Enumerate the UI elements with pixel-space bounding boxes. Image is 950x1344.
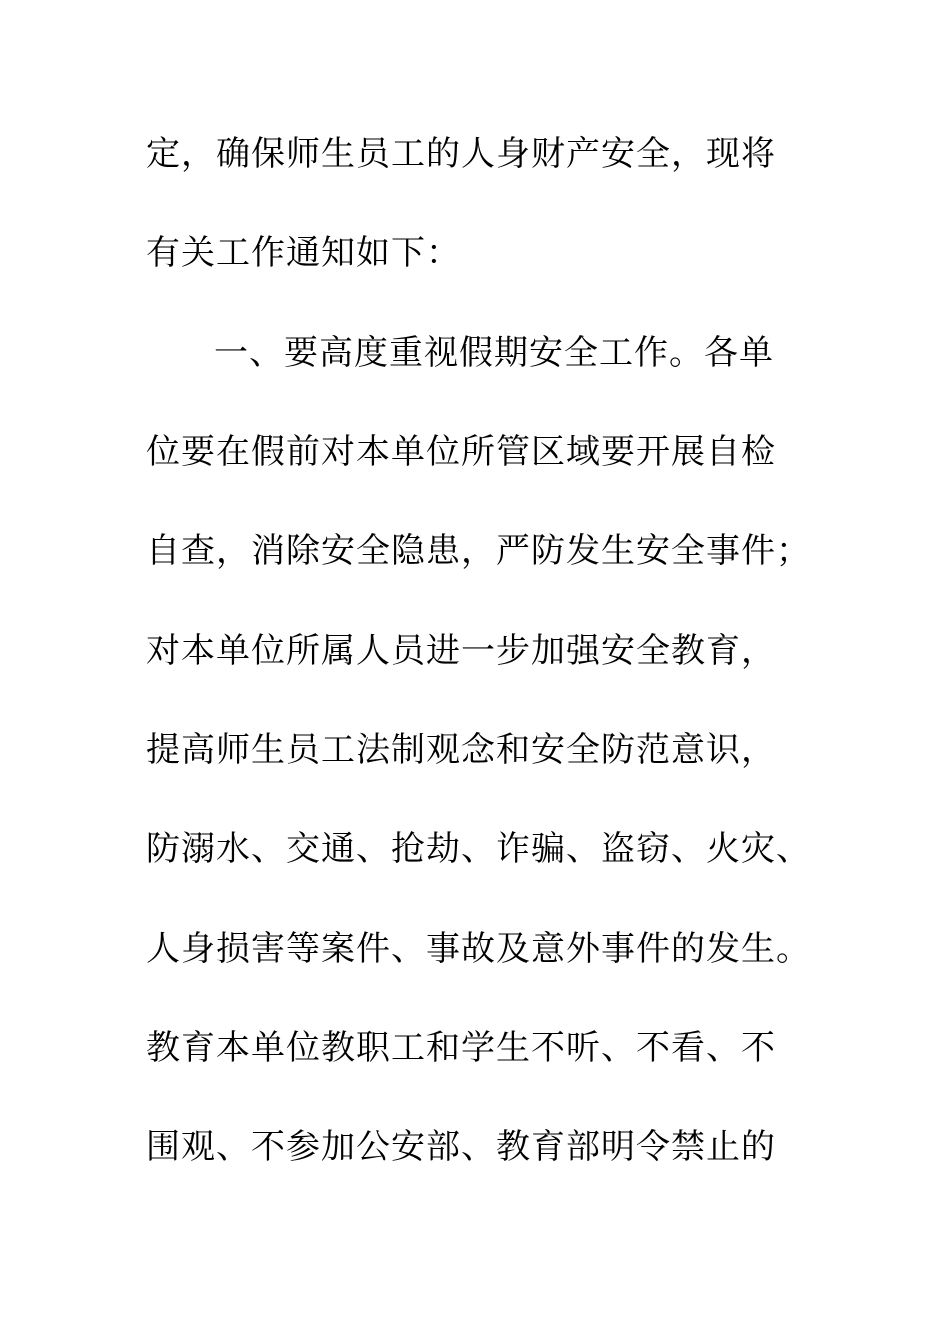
body-text-line: 防溺水、交通、抢劫、诈骗、盗窃、火灾、 (146, 829, 811, 869)
body-text-line: 围观、不参加公安部、教育部明令禁止的 (146, 1127, 776, 1167)
body-text-line: 提高师生员工法制观念和安全防范意识， (146, 730, 776, 770)
body-text-line: 位要在假前对本单位所管区域要开展自检 (146, 432, 776, 472)
body-text-line: 自查，消除安全隐患，严防发生安全事件； (146, 531, 811, 571)
body-text-line: 定，确保师生员工的人身财产安全，现将 (146, 134, 776, 174)
body-text-line: 人身损害等案件、事故及意外事件的发生。 (146, 929, 811, 969)
body-text-line: 教育本单位教职工和学生不听、不看、不 (146, 1028, 776, 1068)
body-text-line: 对本单位所属人员进一步加强安全教育， (146, 631, 776, 671)
body-text-line: 一、要高度重视假期安全工作。各单 (214, 333, 774, 373)
body-text-line: 有关工作通知如下： (146, 233, 461, 273)
